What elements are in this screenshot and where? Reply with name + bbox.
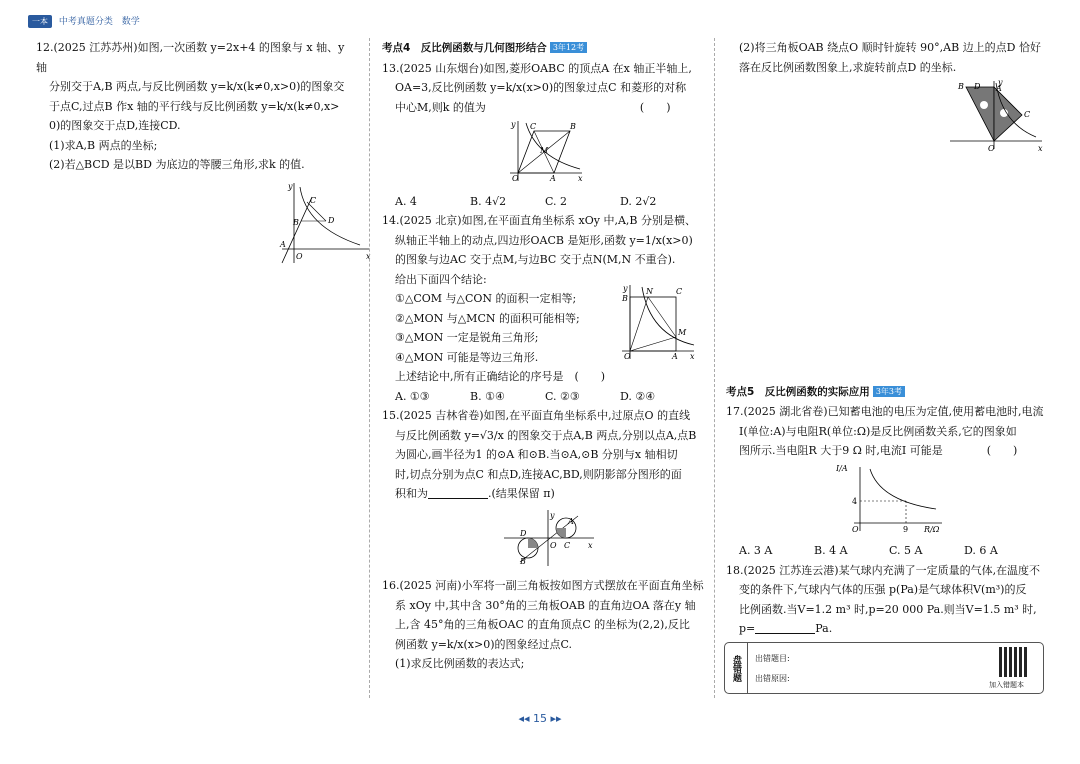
fig-label: N — [646, 287, 653, 296]
fig-label: D — [974, 82, 981, 91]
fig-label: O — [988, 144, 995, 153]
fig-label: y — [998, 79, 1003, 87]
q14-figure — [618, 281, 698, 363]
section-tag: 3年12考 — [550, 42, 587, 53]
q13-figure — [506, 117, 586, 185]
q18-line — [726, 619, 1046, 639]
section-tag: 3年3考 — [873, 386, 905, 397]
qr-code-icon[interactable] — [999, 647, 1029, 677]
fig-label: B — [520, 556, 526, 566]
q16-line: 上,含 45°角的三角板OAC 的直角顶点C 的坐标为(2,2),反比 — [395, 618, 690, 631]
fig-label: O — [296, 251, 303, 261]
fig-label: A — [996, 84, 1002, 93]
fig-label: y — [623, 284, 628, 293]
q12-figure — [274, 177, 374, 267]
q18-line: 比例函数.当V=1.2 m³ 时,p=20 000 Pa.则当V=1.5 m³ 时, — [739, 602, 1037, 616]
choice[interactable]: D. 2√2 — [620, 194, 657, 208]
fig-label: D — [328, 215, 335, 225]
q14-line: ④△MON 可能是等边三角形. — [395, 350, 539, 364]
fig-label: B — [293, 217, 299, 227]
q15-line: 与反比例函数 y=√3/x 的图象交于点A,B 两点,分别以点A,点B — [395, 428, 697, 442]
q14-line: 纵轴正半轴上的动点,四边形OACB 是矩形,函数 y=1/x(x>0) — [395, 233, 693, 247]
choice[interactable]: B. 4√2 — [470, 194, 507, 208]
choice[interactable]: D. ②④ — [620, 389, 656, 403]
fig-label: x — [1038, 144, 1043, 153]
choice[interactable]: A. 4 — [395, 194, 417, 208]
error-review-box — [724, 642, 1044, 694]
fig-label: A — [280, 239, 286, 249]
column-2 — [382, 38, 704, 674]
choice[interactable]: C. 5 A — [889, 544, 923, 557]
q13-line: OA=3,反比例函数 y=k/x(x>0)的图象过点C 和菱形的对称 — [395, 81, 687, 94]
review-label: 盘错题 — [725, 643, 748, 693]
q14-choices — [382, 387, 704, 407]
q17-line: I(单位:A)与电阻R(单位:Ω)是反比例函数关系,它的图象如 — [739, 424, 1017, 438]
fig-label: I/A — [836, 463, 848, 473]
section-title: 考点4 反比例函数与几何图形结合 — [382, 42, 547, 54]
q12-part1: (1)求A,B 两点的坐标; — [49, 138, 158, 152]
fig-label: x — [690, 352, 695, 361]
page-number-value: 15 — [533, 712, 547, 725]
wrong-question-field[interactable]: 出错题目: — [755, 654, 790, 663]
q16b-line: (2)将三角板OAB 绕点O 顺时针旋转 90°,AB 边上的点D 恰好 — [739, 41, 1041, 54]
fig-label: C — [1024, 110, 1031, 119]
fig-label: A — [550, 174, 556, 183]
q13-choices — [382, 192, 704, 212]
q18-line: 变的条件下,气球内气体的压强 p(Pa)是气球体积V(m³)的反 — [739, 583, 1027, 596]
choice[interactable]: A. ①③ — [395, 389, 430, 403]
fig-label: 9 — [903, 524, 909, 534]
fig-label: C — [310, 195, 317, 205]
fig-label: O — [624, 352, 631, 361]
fig-label: B — [622, 294, 628, 303]
fig-label: C — [676, 287, 683, 296]
q12-line: 于点C,过点B 作x 轴的平行线与反比例函数 y=k/x(k≠0,x> — [49, 99, 340, 113]
q12-line: 0)的图象交于点D,连接CD. — [49, 119, 181, 132]
fig-label: y — [288, 181, 293, 191]
answer-blank[interactable] — [428, 486, 488, 499]
fig-label: M — [540, 146, 549, 155]
column-divider — [714, 38, 715, 698]
q13-line: 中心M,则k 的值为 ( ) — [395, 100, 671, 114]
q17-line: 17.(2025 湖北省卷)已知蓄电池的电压为定值,使用蓄电池时,电流 — [726, 405, 1044, 418]
column-divider — [369, 38, 370, 698]
fig-label: 4 — [852, 496, 858, 506]
q18-text: Pa. — [815, 622, 833, 635]
q16-line: 系 xOy 中,其中含 30°角的三角板OAB 的直角边OA 落在y 轴 — [395, 598, 696, 612]
q14-line: 14.(2025 北京)如图,在平面直角坐标系 xOy 中,A,B 分别是横、 — [382, 214, 697, 227]
q15-line: 15.(2025 吉林省卷)如图,在平面直角坐标系中,过原点O 的直线 — [382, 409, 691, 422]
q16-figure — [946, 79, 1046, 157]
choice[interactable]: B. ①④ — [470, 389, 505, 403]
book-title: 中考真题分类 — [58, 17, 113, 27]
q13-line: 13.(2025 山东烟台)如图,菱形OABC 的顶点A 在x 轴正半轴上, — [382, 61, 692, 75]
fig-label: O — [512, 174, 519, 183]
q17-choices — [726, 541, 1046, 561]
fig-label: R/Ω — [924, 524, 940, 534]
q16-part1: (1)求反比例函数的表达式; — [395, 657, 525, 670]
column-3 — [726, 38, 1046, 639]
q12-line: 12.(2025 江苏苏州)如图,一次函数 y=2x+4 的图象与 x 轴、y 轴 — [36, 41, 345, 74]
wrong-reason-field[interactable]: 出错原因: — [755, 674, 790, 683]
q15-line: 时,切点分别为点C 和点D,连接AC,BD,则阴影部分图形的面 — [395, 467, 682, 481]
q17-line: 图所示.当电阻R 大于9 Ω 时,电流I 可能是 ( ) — [739, 444, 1018, 457]
q12-line: 分别交于A,B 两点,与反比例函数 y=k/x(k≠0,x>0)的图象交 — [49, 80, 345, 93]
q16b-line: 落在反比例函数图象上,求旋转前点D 的坐标. — [739, 60, 957, 74]
q15-line: 为圆心,画半径为1 的⊙A 和⊙B.当⊙A,⊙B 分别与x 轴相切 — [395, 448, 678, 461]
q18-text: p= — [739, 622, 756, 635]
q14-line: 给出下面四个结论: — [395, 272, 487, 286]
q14-line: ①△COM 与△CON 的面积一定相等; — [395, 292, 577, 305]
fig-label: B — [570, 122, 576, 131]
fig-label: C — [530, 122, 537, 131]
fig-label: C — [564, 540, 571, 550]
fig-label: x — [366, 251, 371, 261]
fig-label: O — [550, 540, 557, 550]
fig-label: x — [588, 540, 593, 550]
q17-figure — [836, 461, 946, 535]
q16-line: 例函数 y=k/x(x>0)的图象经过点C. — [395, 637, 573, 651]
fig-label: x — [578, 174, 583, 183]
fig-label: D — [520, 528, 527, 538]
choice[interactable]: C. 2 — [545, 194, 568, 208]
q14-line: ②△MON 与△MCN 的面积可能相等; — [395, 311, 580, 325]
fig-label: A — [672, 352, 678, 361]
column-1 — [36, 38, 371, 273]
q18-line: 18.(2025 江苏连云港)某气球内充满了一定质量的气体,在温度不 — [726, 563, 1041, 577]
page-number: ◂◂ 15 ▸▸ — [518, 712, 562, 725]
q15-line — [382, 484, 704, 504]
fig-label: O — [852, 524, 859, 534]
fig-label: y — [511, 120, 516, 129]
choice[interactable]: A. 3 A — [739, 544, 773, 557]
choice[interactable]: D. 6 A — [964, 544, 998, 557]
choice[interactable]: C. ②③ — [545, 389, 580, 403]
q15-figure — [498, 508, 598, 570]
answer-blank[interactable] — [755, 621, 815, 634]
fig-label: B — [958, 82, 964, 91]
choice[interactable]: B. 4 A — [814, 544, 848, 557]
book-logo: 一本 — [28, 15, 52, 28]
fig-label: y — [550, 510, 555, 520]
q15-text: 积和为 — [395, 487, 428, 500]
subject: 数学 — [121, 17, 140, 27]
qr-caption: 加入错题本 — [989, 681, 1024, 689]
q16-line: 16.(2025 河南)小军将一副三角板按如图方式摆放在平面直角坐标 — [382, 579, 704, 592]
fig-label: M — [678, 328, 687, 337]
q14-line: 的图象与边AC 交于点M,与边BC 交于点N(M,N 不重合). — [395, 253, 676, 266]
q15-text: .(结果保留 π) — [488, 487, 555, 500]
q14-line: 上述结论中,所有正确结论的序号是 ( ) — [395, 370, 606, 383]
q14-line: ③△MON 一定是锐角三角形; — [395, 331, 539, 344]
fig-label: A — [568, 516, 574, 526]
section-title: 考点5 反比例函数的实际应用 — [726, 385, 870, 398]
q12-part2: (2)若△BCD 是以BD 为底边的等腰三角形,求k 的值. — [49, 158, 305, 171]
page-header — [28, 14, 140, 28]
